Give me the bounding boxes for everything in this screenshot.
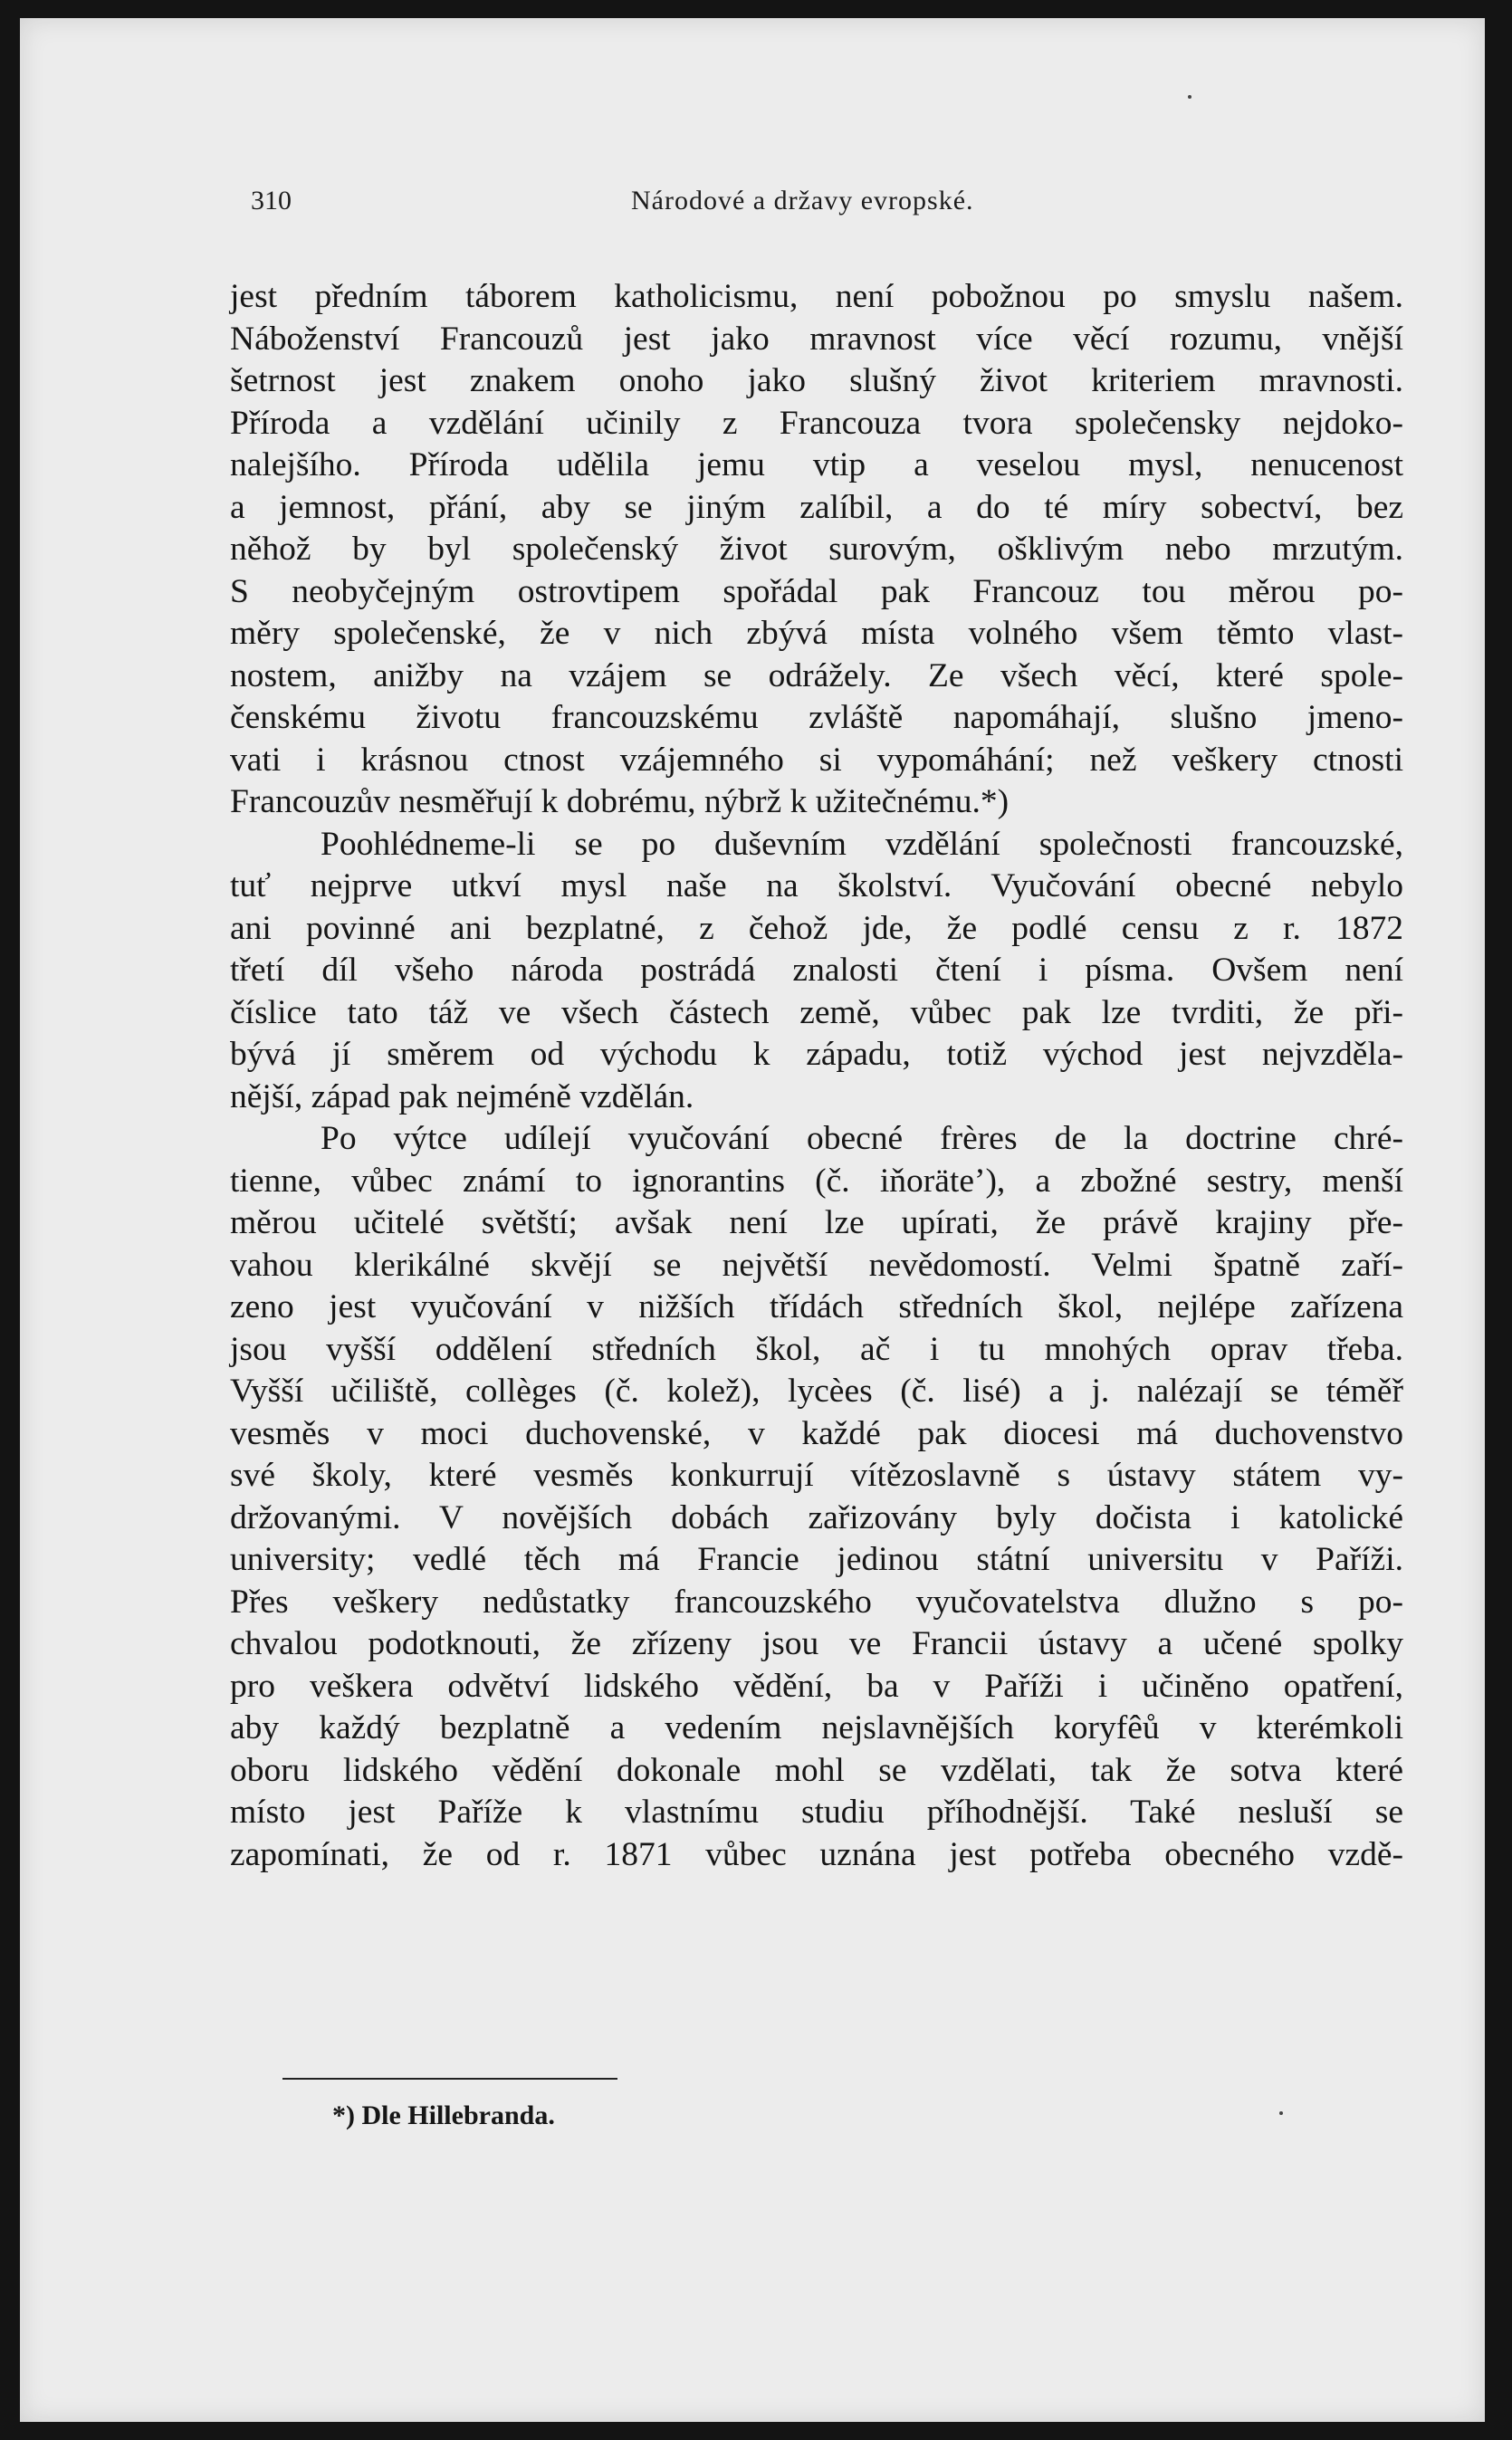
text-line: jsou vyšší oddělení středních škol, ač i tu mnohých oprav třeba.	[230, 1330, 1403, 1368]
text-line: měrou učitelé světští; avšak není lze upírati, že právě krajiny pře-	[230, 1204, 1403, 1241]
text-line: bývá jí směrem od východu k západu, totiž východ jest nejvzděla-	[230, 1036, 1403, 1073]
running-title: Národové a državy evropské.	[631, 186, 974, 215]
text-line: vesměs v moci duchovenské, v každé pak diocesi má duchovenstvo	[230, 1414, 1403, 1452]
text-line: vahou klerikálné skvějí se největší nevědomostí. Velmi špatně zaří-	[230, 1246, 1403, 1284]
text-line: oboru lidského vědění dokonale mohl se vzdělati, tak že sotva které	[230, 1751, 1403, 1789]
page-header	[251, 186, 1048, 222]
print-speck	[1188, 95, 1191, 99]
body-text	[230, 276, 1403, 1876]
text-line: pro veškera odvětví lidského vědění, ba v Paříži i učiněno opatření,	[230, 1667, 1403, 1705]
text-line: S neobyčejným ostrovtipem spořádal pak Francouz tou měrou po-	[230, 572, 1403, 610]
text-line: třetí díl všeho národa postrádá znalosti čtení i písma. Ovšem není	[230, 952, 1403, 989]
text-line: šetrnost jest znakem onoho jako slušný život kriteriem mravnosti.	[230, 362, 1403, 399]
text-line: a jemnost, přání, aby se jiným zalíbil, a do té míry sobectví, bez	[230, 488, 1403, 526]
text-line: čenskému životu francouzskému zvláště napomáhají, slušno jmeno-	[230, 699, 1403, 736]
page-number: 310	[251, 186, 292, 215]
footnote: *) Dle Hillebranda.	[332, 2100, 555, 2130]
text-line: zapomínati, že od r. 1871 vůbec uznána jest potřeba obecného vzdě-	[230, 1835, 1403, 1873]
text-line: Poohlédneme-li se po duševním vzdělání společnosti francouzské,	[321, 825, 1403, 863]
text-line: místo jest Paříže k vlastnímu studiu příhodnější. Také nesluší se	[230, 1794, 1403, 1831]
text-line: něhož by byl společenský život surovým, ošklivým nebo mrzutým.	[230, 531, 1403, 568]
text-line: nostem, anižby na vzájem se odrážely. Ze všech věcí, které spole-	[230, 656, 1403, 694]
book-page	[20, 18, 1485, 2422]
text-line: zeno jest vyučování v nižších třídách středních škol, nejlépe zařízena	[230, 1288, 1403, 1325]
print-speck	[1279, 2111, 1283, 2115]
footnote-rule	[282, 2078, 617, 2080]
text-line: držovanými. V novějších dobách zařizovány byly dočista i katolické	[230, 1498, 1403, 1536]
text-line: Francouzův nesměřují k dobrému, nýbrž k užitečnému.*)	[230, 783, 1010, 820]
text-line: aby každý bezplatně a vedením nejslavnějších koryfêů v kterémkoli	[230, 1709, 1403, 1746]
text-line: nalejšího. Příroda udělila jemu vtip a veselou mysl, nenucenost	[230, 446, 1403, 483]
text-line: tienne, vůbec známí to ignorantins (č. iňoräte’), a zbožné sestry, menší	[230, 1162, 1403, 1200]
text-line: Přes veškery nedůstatky francouzského vyučovatelstva dlužno s po-	[230, 1583, 1403, 1621]
text-line: vati i krásnou ctnost vzájemného si vypomáhání; než veškery ctnosti	[230, 741, 1403, 779]
text-line: nější, západ pak nejméně vzdělán.	[230, 1077, 694, 1115]
text-line: ani povinné ani bezplatné, z čehož jde, že podlé censu z r. 1872	[230, 909, 1403, 947]
text-line: číslice tato táž ve všech částech země, vůbec pak lze tvrditi, že při-	[230, 993, 1403, 1031]
text-line: Po výtce udílejí vyučování obecné frères de la doctrine chré-	[321, 1120, 1403, 1157]
text-line: Příroda a vzdělání učinily z Francouza tvora společensky nejdoko-	[230, 404, 1403, 442]
text-line: Náboženství Francouzů jest jako mravnost více věcí rozumu, vnější	[230, 320, 1403, 358]
text-line: Vyšší učiliště, collèges (č. kolež), lycèes (č. lisé) a j. nalézají se téměř	[230, 1373, 1403, 1410]
text-line: chvalou podotknouti, že zřízeny jsou ve Francii ústavy a učené spolky	[230, 1625, 1403, 1662]
text-line: své školy, které vesměs konkurrují vítězoslavně s ústavy státem vy-	[230, 1457, 1403, 1494]
text-line: university; vedlé těch má Francie jedinou státní universitu v Paříži.	[230, 1541, 1403, 1578]
text-line: měry společenské, že v nich zbývá místa volného všem těmto vlast-	[230, 615, 1403, 652]
text-line: jest předním táborem katholicismu, není pobožnou po smyslu našem.	[230, 278, 1403, 315]
text-line: tuť nejprve utkví mysl naše na školství. Vyučování obecné nebylo	[230, 867, 1403, 904]
